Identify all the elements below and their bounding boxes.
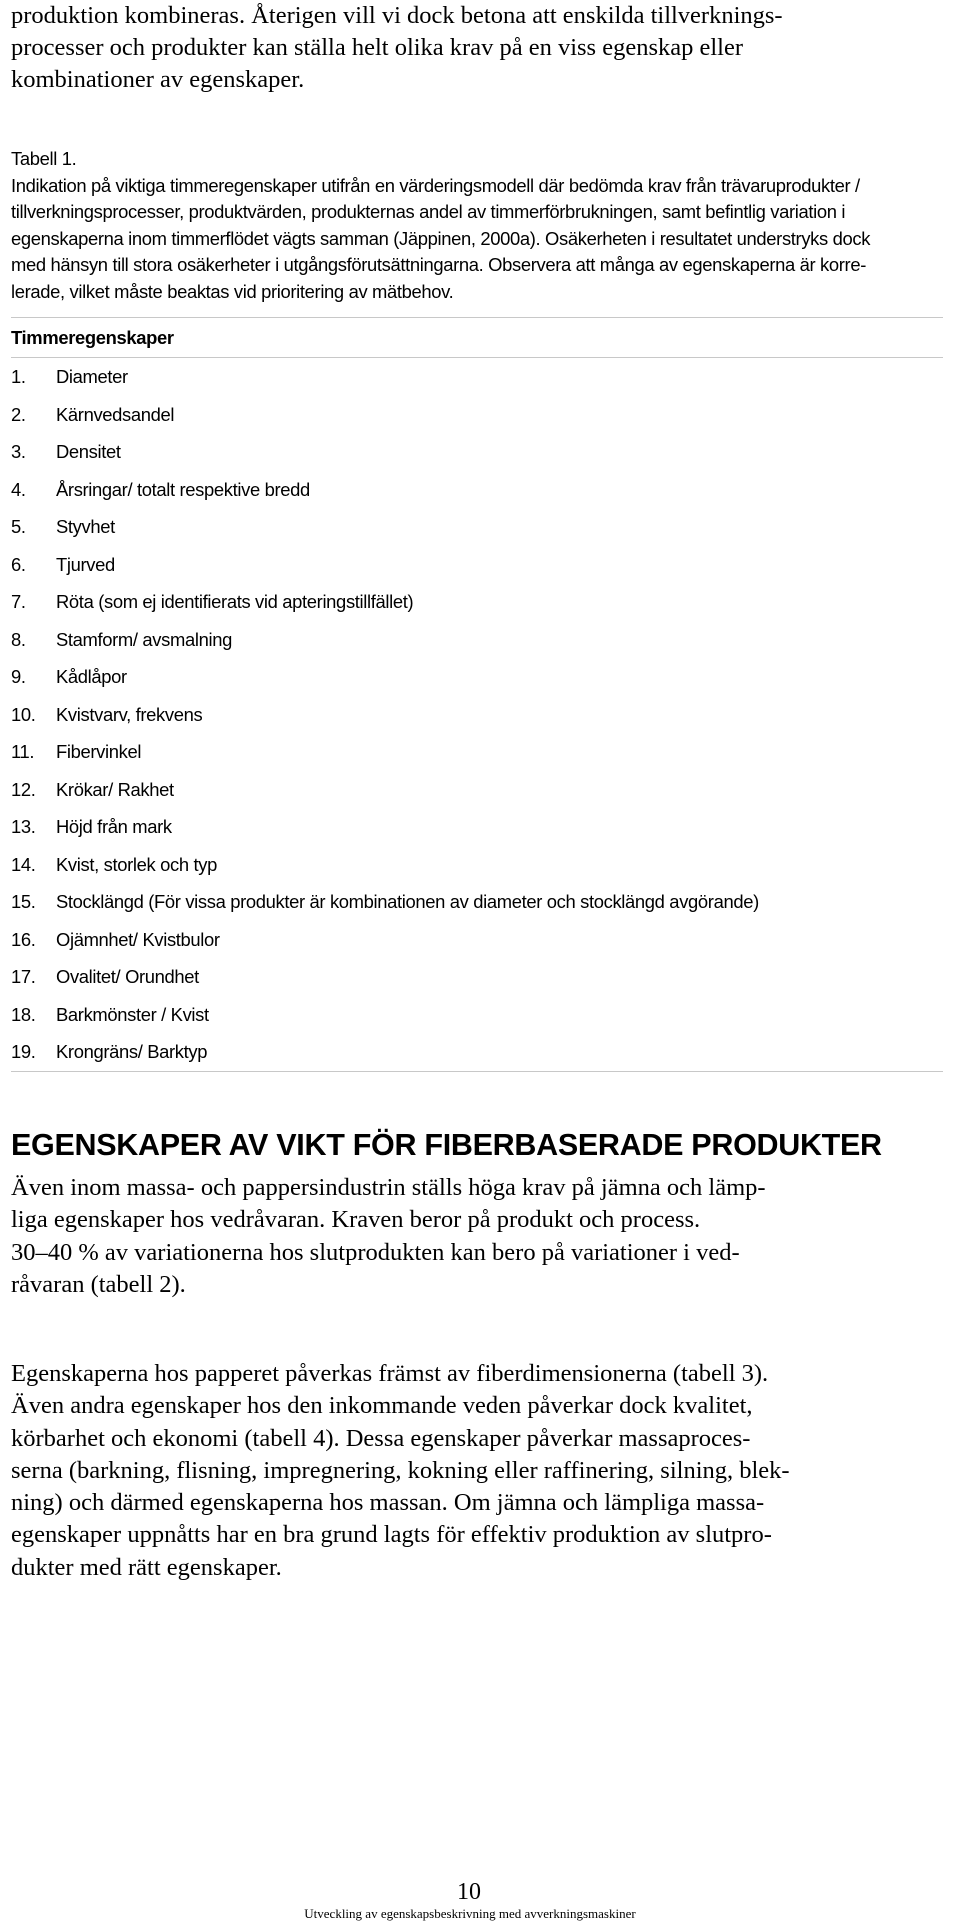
row-label: Ojämnhet/ Kvistbulor xyxy=(56,928,220,950)
row-label: Fibervinkel xyxy=(56,741,142,762)
table-caption-line: egenskaperna inom timmerflödet vägts samman (Jäppinen, 2000a). Osäkerheten i resultatet understryks dock xyxy=(11,227,871,249)
row-number: 16. xyxy=(11,928,36,950)
table-row xyxy=(11,958,943,996)
row-number: 14. xyxy=(11,853,36,875)
table-row xyxy=(11,771,943,809)
row-number: 5. xyxy=(11,516,26,537)
row-label: Kvist, storlek och typ xyxy=(56,853,217,875)
table-row xyxy=(11,396,943,434)
paragraph-line: serna (barkning, flisning, impregnering, kokning eller raffinering, silning, blek- xyxy=(11,1456,790,1484)
table-row xyxy=(11,471,943,509)
table-row xyxy=(11,846,943,884)
table-row xyxy=(11,358,943,396)
row-number: 15. xyxy=(11,891,36,912)
row-label: Årsringar/ totalt respektive bredd xyxy=(56,478,310,500)
row-number: 12. xyxy=(11,778,36,800)
table-row xyxy=(11,546,943,584)
row-number: 4. xyxy=(11,478,26,500)
paragraph-line: dukter med rätt egenskaper. xyxy=(11,1553,282,1581)
table-row xyxy=(11,508,943,546)
row-label: Ovalitet/ Orundhet xyxy=(56,966,199,987)
row-number: 8. xyxy=(11,628,26,650)
row-label: Densitet xyxy=(56,441,121,462)
row-number: 9. xyxy=(11,666,26,687)
paragraph-line: körbarhet och ekonomi (tabell 4). Dessa egenskaper påverkar massaproces- xyxy=(11,1424,751,1452)
row-label: Krongräns/ Barktyp xyxy=(56,1041,208,1062)
table-caption-line: tillverkningsprocesser, produktvärden, produkternas andel av timmerförbrukningen, samt befintlig variation i xyxy=(11,201,846,223)
table-caption-line: lerade, vilket måste beaktas vid prioritering av mätbehov. xyxy=(11,280,454,302)
intro-line: kombinationer av egenskaper. xyxy=(11,66,305,93)
row-label: Stocklängd (För vissa produkter är kombinationen av diameter och stocklängd avgörande) xyxy=(56,891,759,912)
row-label: Kärnvedsandel xyxy=(56,403,175,425)
page-footer: Utveckling av egenskapsbeskrivning med avverkningsmaskiner xyxy=(304,1906,636,1921)
table-row xyxy=(11,696,943,734)
row-label: Röta (som ej identifierats vid apteringstillfället) xyxy=(56,591,414,612)
table-row xyxy=(11,808,943,846)
row-label: Stamform/ avsmalning xyxy=(56,628,232,650)
table-caption-line: Indikation på viktiga timmeregenskaper utifrån en värderingsmodell där bedömda krav från trävaruprodukter / xyxy=(11,174,860,196)
row-label: Krökar/ Rakhet xyxy=(56,778,174,800)
row-label: Kvistvarv, frekvens xyxy=(56,703,203,725)
table-caption-line: med hänsyn till stora osäkerheter i utgångsförutsättningarna. Observera att många av egenskaperna är korre- xyxy=(11,254,866,276)
row-number: 2. xyxy=(11,403,26,425)
paragraph-line: egenskaper uppnåtts har en bra grund lagts för effektiv produktion av slutpro- xyxy=(11,1521,772,1549)
table-caption xyxy=(11,146,956,306)
table-body xyxy=(11,358,943,1071)
row-number: 1. xyxy=(11,366,26,387)
section-paragraph xyxy=(11,1358,956,1584)
table-caption-title: Tabell 1. xyxy=(11,148,77,169)
row-number: 19. xyxy=(11,1041,36,1062)
section-paragraph xyxy=(11,1172,956,1301)
row-number: 10. xyxy=(11,703,36,725)
row-label: Barkmönster / Kvist xyxy=(56,1003,209,1025)
intro-line: produktion kombineras. Återigen vill vi dock betona att enskilda tillverknings- xyxy=(11,2,783,29)
row-label: Styvhet xyxy=(56,516,115,537)
intro-line: processer och produkter kan ställa helt olika krav på en viss egenskap eller xyxy=(11,34,744,61)
paragraph-line: råvaran (tabell 2). xyxy=(11,1270,186,1298)
table-row xyxy=(11,921,943,959)
table-row xyxy=(11,621,943,659)
row-number: 6. xyxy=(11,553,26,575)
paragraph-line: 30–40 % av variationerna hos slutprodukten kan bero på variationer i ved- xyxy=(11,1238,740,1266)
row-number: 13. xyxy=(11,816,36,837)
row-label: Tjurved xyxy=(56,553,115,575)
table-row xyxy=(11,433,943,471)
paragraph-line: ning) och därmed egenskaperna hos massan. Om jämna och lämpliga massa- xyxy=(11,1489,765,1517)
row-number: 3. xyxy=(11,441,26,462)
table-row xyxy=(11,996,943,1034)
row-label: Diameter xyxy=(56,366,128,387)
row-number: 11. xyxy=(11,741,35,762)
properties-table xyxy=(11,317,943,1072)
table-row xyxy=(11,1033,943,1071)
table-row xyxy=(11,883,943,921)
table-header: Timmeregenskaper xyxy=(11,327,174,348)
paragraph-line: Egenskaperna hos papperet påverkas främst av fiberdimensionerna (tabell 3). xyxy=(11,1360,769,1387)
row-number: 18. xyxy=(11,1003,36,1025)
row-label: Kådlåpor xyxy=(56,666,127,687)
paragraph-line: liga egenskaper hos vedråvaran. Kraven beror på produkt och process. xyxy=(11,1206,701,1234)
table-row xyxy=(11,583,943,621)
row-label: Höjd från mark xyxy=(56,816,172,837)
table-row xyxy=(11,658,943,696)
page-number: 10 xyxy=(457,1879,481,1905)
paragraph-line: Även andra egenskaper hos den inkommande veden påverkar dock kvalitet, xyxy=(11,1392,753,1420)
table-bottom-rule xyxy=(11,1071,943,1072)
row-number: 17. xyxy=(11,966,36,987)
paragraph-line: Även inom massa- och pappersindustrin ställs höga krav på jämna och lämp- xyxy=(11,1174,766,1201)
table-row xyxy=(11,733,943,771)
section-heading: EGENSKAPER AV VIKT FÖR FIBERBASERADE PRODUKTER xyxy=(11,1128,882,1162)
row-number: 7. xyxy=(11,591,26,612)
intro-paragraph xyxy=(11,0,956,96)
